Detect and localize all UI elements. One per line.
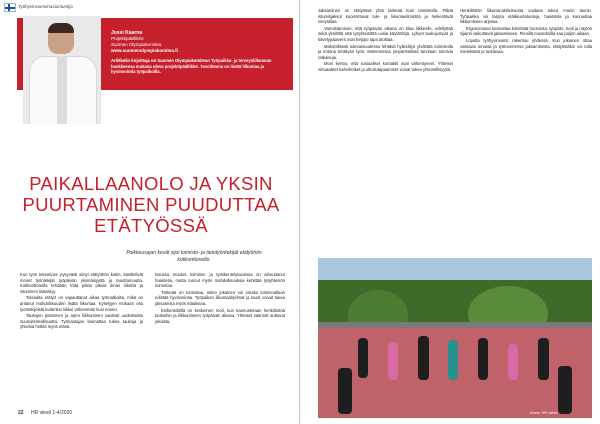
exerciser-figure xyxy=(388,342,398,380)
exerciser-figure xyxy=(418,336,429,380)
author-website-link[interactable]: www.suomenolympiakomitea.fi xyxy=(111,48,178,53)
magazine-name: HR viesti 1-4/2020 xyxy=(30,410,73,416)
section-label: Työhyvinvoinninasiantuntija xyxy=(18,4,73,9)
page-number: 22 xyxy=(18,410,24,416)
paragraph: Varmistaminen, että työpäivän aikana on tilaa liikkeelle, edellyttää sekä yksilöltä että työyhteisöltä uusia käytäntöjä. Lyhyet taukojumpat ja kävelypalaverit ovat helppo tapa aloittaa. xyxy=(318,25,453,42)
author-name: Jussi Kaarna xyxy=(111,30,143,36)
body-column-2 xyxy=(155,272,285,325)
finnish-flag-icon xyxy=(4,3,16,12)
author-org: Suomen Olympiakomitea xyxy=(111,42,162,47)
paragraph: Henkilöstön liikunta-aktiivisuutta voidaan tukea monin tavoin. Työpaikka voi tarjota etäliikuntatunteja, haasteita ja kannustaa liikkumiseen arjessa. xyxy=(460,8,592,25)
paragraph: Tärkeää on tunnistaa, miten jokainen voi omalla toiminnallaan edistää hyvinvointia. Työpaikan liikuntaohjelmat ja tauot voivat tukea jaksamista myös etäaikana. xyxy=(155,289,285,306)
exerciser-figure xyxy=(558,366,572,414)
author-role: Projektipäällikkö xyxy=(111,36,144,41)
exerciser-figure xyxy=(538,338,549,380)
exerciser-figure xyxy=(478,338,488,380)
paragraph: Toisaalta etätyö on vapauttanut aikaa työmatkoilta, mikä on antanut mahdollisuuden lisätä liikuntaa. Kyselyjen mukaan osa työntekijöistä kuitenkin liikkui vähemmän kuin ennen. xyxy=(20,295,143,312)
paragraph: Moni kertoo, että sosiaaliset kontaktit ovat vähentyneet. Yhteiset virtuaaliset kahvihetket ja ulkoilutapaamiset voivat tukea yhteisöllisyyttä. xyxy=(318,61,453,72)
body-column-1 xyxy=(20,272,143,331)
page-footer xyxy=(18,410,72,416)
author-photo xyxy=(23,16,101,124)
body-column-4 xyxy=(460,8,592,56)
exerciser-figure xyxy=(338,368,352,414)
paragraph: Taukojen pitäminen ja arjen liikkuminen vaativat uudenlaista suunnitelmallisuutta. Työnantajan kannattaa tukea taukoja ja yhteisiä hetkiä myös etänä. xyxy=(20,313,143,330)
paragraph: Ergonomiaan kannattaa kiinnittää huomiota: työpiste, tuoli ja näytön sijainti vaikuttavat jaksamiseen. Pienillä muutoksilla saa paljon aikaan. xyxy=(460,25,592,37)
paragraph: Jaksaminen on etätyössä yhtä tärkeää kuin toimistolla. Pitkät istumisjaksot kuormittavat tuki- ja liikuntaelimistöä ja heikentävät vireystilaa. xyxy=(318,8,453,25)
photo-caption: Kuva: HR viesti xyxy=(530,410,558,415)
paragraph: Noussa muutos toiminta- ja työskentelytavoissa on aiheuttanut haasteita, mutta tuonut myös mahdollisuuksia kehittää työyhteisön toimintaa. xyxy=(155,272,285,289)
body-column-3 xyxy=(318,8,453,74)
paragraph: Esihenkilöillä on keskeinen rooli, kun kannustetaan henkilöstöä taukoihin ja liikkumiseen työpäivän aikana. Yhteiset säännöt auttavat jokaista. xyxy=(155,307,285,324)
author-bio: Artikkelin kirjoittaja on Suomen Olympiakomitean Työpaikka- ja terveysliikunnan hankkeessa mukana oleva projektipäällikkö. Tavoitteena on lisätä liikuntaa ja hyvinvointia työpaikoilla. xyxy=(111,58,272,75)
group-exercise-photo xyxy=(318,258,592,418)
paragraph: Lopulta työhyvinvointi rakentuu yhdessä. Kun jokainen ottaa vastuuta omasta ja työtoveriensa jaksamisesta, etätyöstäkin voi tulla mielekästä ja tuottavaa. xyxy=(460,37,592,55)
exerciser-figure xyxy=(448,340,458,380)
exerciser-figure xyxy=(358,338,368,378)
paragraph: Mahdollisesti tulevaisuudessa tehtävä hybridityö yhdistää toimistolla ja kotona tehtävän työn. Molemmissa ympäristöissä tarvitaan toimivia ratkaisuja. xyxy=(318,43,453,60)
paragraph: Kun työn tekeminen pysyvästi siirtyi etätyöhön kotiin, käsittelivät monet työntekijät työpäivän yksinäisyyttä ja tauottomuutta. Kotikonttoreilla tehdään töitä pitkiä päiviä ilman liikettä ja istuminen lisääntyy. xyxy=(20,272,143,294)
article-subhead: Poikkeusajan kevät sijoi toimisto- ja tietotyöntekijät etätyöhön kotikonttoreille. xyxy=(126,250,262,263)
exerciser-figure xyxy=(508,344,518,380)
article-headline: PAIKALLAANOLO JA YKSIN PUURTAMINEN PUUDUTTAA ETÄTYÖSSÄ xyxy=(22,173,280,236)
